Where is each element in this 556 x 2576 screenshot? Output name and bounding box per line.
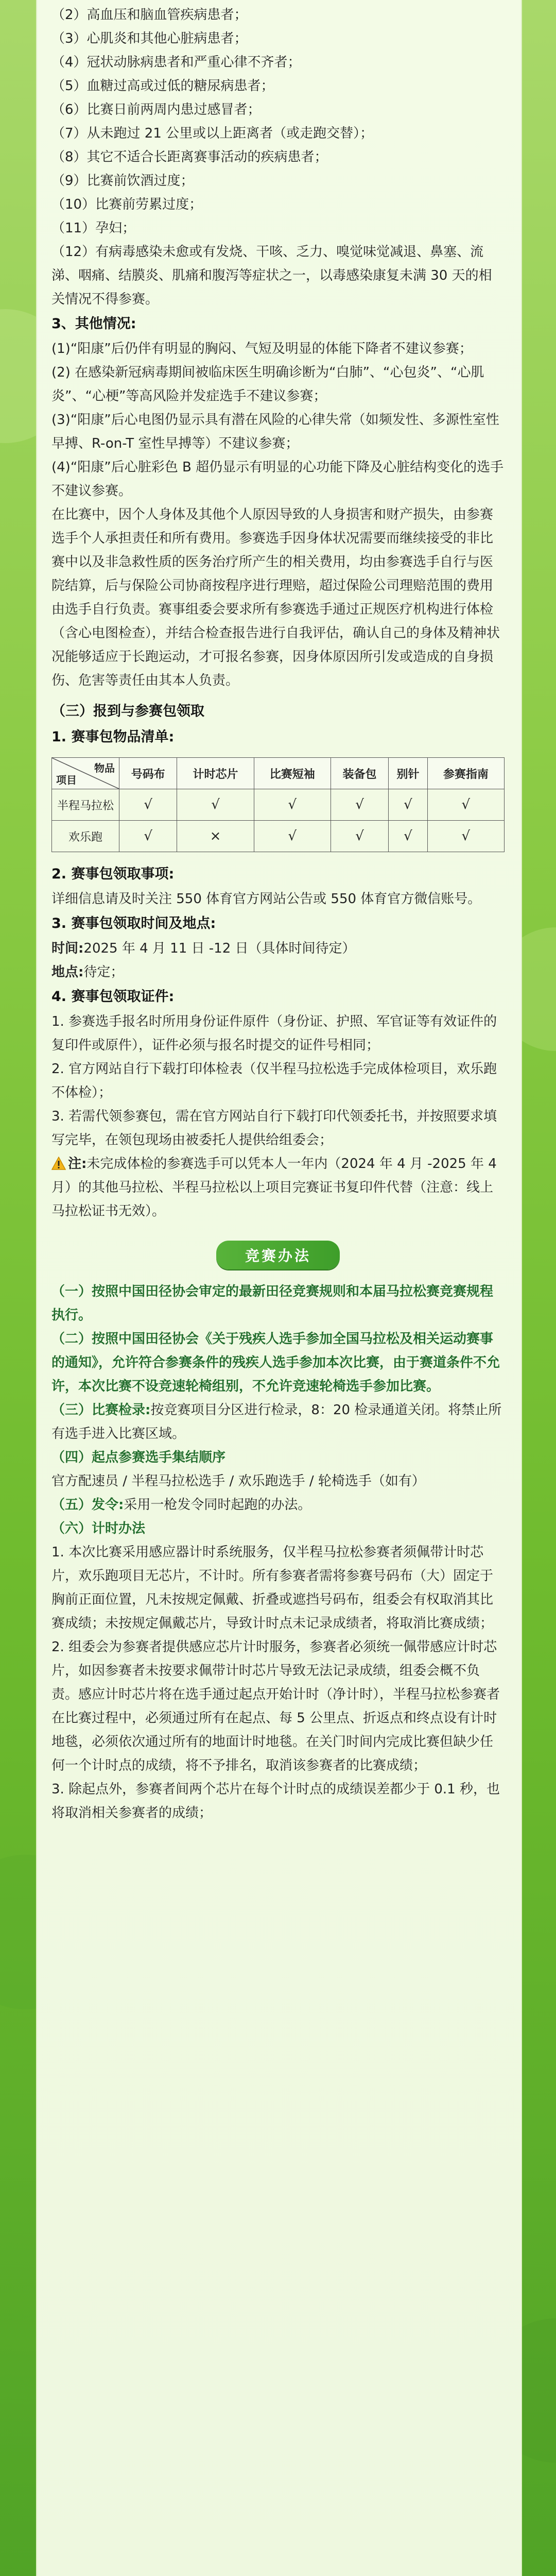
table-header: 计时芯片 (177, 758, 254, 789)
warning-icon (51, 1154, 66, 1167)
table-header: 装备包 (331, 758, 388, 789)
warning-label: 注: (68, 1156, 87, 1172)
rule-3 (51, 1398, 505, 1446)
rule-6-title: （六）计时办法 (51, 1521, 146, 1536)
section-banner (51, 1241, 505, 1269)
table-cell: √ (254, 789, 331, 821)
rule-2: （二）按照中国田径协会《关于残疾人选手参加全国马拉松及相关运动赛事的通知》，允许符合参赛条件的残疾人选手参加本次比赛，由于赛道条件不允许，本次比赛不设竞速轮椅组别，不允许竞速轮椅选手参加比赛。 (51, 1331, 500, 1394)
table-cell: √ (119, 821, 177, 852)
list-item: （9）比赛前饮酒过度； (51, 173, 194, 189)
table-cell: √ (119, 789, 177, 821)
table-cell: √ (389, 789, 427, 821)
kit-notice-title: 2. 赛事包领取事项: (51, 866, 175, 882)
rule-3-label: （三）比赛检录: (51, 1402, 151, 1418)
list-item: 1. 参赛选手报名时所用身份证件原件（身份证、护照、军官证等有效证件的复印件或原件），证件必须与报名时提交的证件号相同； (51, 1014, 497, 1053)
list-item: (4)“阳康”后心脏彩色 B 超仍显示有明显的心功能下降及心脏结构变化的选手不建议参赛。 (51, 460, 504, 499)
row-name: 半程马拉松 (52, 789, 119, 821)
place-value: 待定； (83, 964, 124, 980)
list-item: （11）孕妇； (51, 221, 136, 236)
rule-4-text: 官方配速员 / 半程马拉松选手 / 欢乐跑选手 / 轮椅选手（如有） (51, 1473, 425, 1489)
rule-5 (51, 1493, 505, 1517)
health-list (51, 3, 505, 311)
kit-time-title: 3. 赛事包领取时间及地点: (51, 916, 216, 931)
list-item: (2) 在感染新冠病毒期间被临床医生明确诊断为“白肺”、“心包炎”、“心肌炎”、“心梗”等高风险并发症选手不建议参赛； (51, 365, 484, 404)
table-row (52, 789, 505, 821)
list-item: （8）其它不适合长距离赛事活动的疾病患者； (51, 149, 328, 165)
warning-note (51, 1152, 505, 1223)
kit-items-table (51, 757, 505, 852)
list-item: （12）有病毒感染未愈或有发烧、干咳、乏力、嗅觉味觉减退、鼻塞、流涕、咽痛、结膜炎、肌痛和腹泻等症状之一，以毒感染康复未满 30 天的相关情况不得参赛。 (51, 244, 492, 307)
table-cell: √ (427, 789, 504, 821)
table-header: 比赛短袖 (254, 758, 331, 789)
table-cell: √ (427, 821, 504, 852)
table-header: 号码布 (119, 758, 177, 789)
list-item: （6）比赛日前两周内患过感冒者； (51, 102, 261, 117)
kit-place-line (51, 960, 505, 984)
kit-list-title: 1. 赛事包物品清单: (51, 729, 175, 745)
table-cell: √ (331, 821, 388, 852)
table-cell: √ (389, 821, 427, 852)
time-value: 2025 年 4 月 11 日 -12 日（具体时间待定） (83, 941, 356, 956)
list-item: 3. 若需代领参赛包，需在官方网站自行下载打印代领委托书，并按照要求填写完毕，在领包现场由被委托人提供给组委会； (51, 1109, 497, 1148)
table-cell: × (177, 821, 254, 852)
table-cell: √ (331, 789, 388, 821)
kit-docs-title: 4. 赛事包领取证件: (51, 989, 175, 1005)
rule-4-title: （四）起点参赛选手集结顺序 (51, 1450, 226, 1465)
section-heading-other: 3、其他情况: (51, 316, 136, 332)
section-title-kit: （三）报到与参赛包领取 (51, 703, 204, 719)
place-label: 地点: (51, 964, 84, 980)
list-item: (1)“阳康”后仍伴有明显的胸闷、气短及明显的体能下降者不建议参赛； (51, 341, 473, 357)
banner-label: 竞赛办法 (216, 1241, 340, 1269)
table-header: 参赛指南 (427, 758, 504, 789)
rule-1: （一）按照中国田径协会审定的最新田径竞赛规则和本届马拉松赛竞赛规程执行。 (51, 1284, 494, 1323)
table-cell: √ (177, 789, 254, 821)
row-name: 欢乐跑 (52, 821, 119, 852)
table-row (52, 821, 505, 852)
table-cell: √ (254, 821, 331, 852)
rule-5-label: （五）发令: (51, 1497, 124, 1513)
table-header: 别针 (389, 758, 427, 789)
list-item: 2. 组委会为参赛者提供感应芯片计时服务，参赛者必须统一佩带感应计时芯片，如因参赛者未按要求佩带计时芯片导致无法记录成绩，组委会概不负责。感应计时芯片将在选手通过起点开始计时（净计时），半程马拉松参赛者在比赛过程中，必须通过所有在起点、每 5 公里点、折返点和终点设有计时地毯，必须依次通过所有的地面计时地毯。在关门时间内完成比赛但缺少任何一个计时点的成绩，将不予排名，取消该参赛者的比赛成绩； (51, 1639, 500, 1773)
list-item: （5）血糖过高或过低的糖尿病患者； (51, 78, 274, 94)
disclaimer-paragraph: 在比赛中，因个人身体及其他个人原因导致的人身损害和财产损失，由参赛选手个人承担责任和所有费用。参赛选手因身体状况需要而继续接受的非比赛中以及非急救性质的医务治疗所产生的相关费用，均由参赛选手自行与医院结算，后与保险公司协商按程序进行理赔，超过保险公司理赔范围的费用由选手自行负责。赛事组委会要求所有参赛选手通过正规医疗机构进行体检（含心电图检查），并结合检查报告进行自我评估，确认自己的身体及精神状况能够适应于长跑运动，才可报名参赛，因身体原因所引发或造成的自身损伤、危害等责任由其本人负责。 (51, 507, 500, 688)
kit-time-line (51, 937, 505, 960)
rule-3-text: 按竞赛项目分区进行检录，8：20 检录通道关闭。将禁止所有选手进入比赛区域。 (51, 1402, 502, 1442)
time-label: 时间: (51, 941, 84, 956)
list-item: （4）冠状动脉病患者和严重心律不齐者； (51, 55, 301, 70)
list-item: 2. 官方网站自行下载打印体检表（仅半程马拉松选手完成体检项目，欢乐跑不体检）； (51, 1061, 497, 1100)
kit-notice-text: 详细信息请及时关注 550 体育官方网站公告或 550 体育官方微信账号。 (51, 891, 481, 907)
list-item: 1. 本次比赛采用感应器计时系统服务，仅半程马拉松参赛者须佩带计时芯片，欢乐跑项目无芯片，不计时。所有参赛者需将参赛号码布（大）固定于胸前正面位置，凡未按规定佩戴、折叠或遮挡号码布，组委会有权取消其比赛成绩；未按规定佩戴芯片，导致计时点未记录成绩者，将取消比赛成绩； (51, 1545, 494, 1631)
list-item: （2）高血压和脑血管疾病患者； (51, 7, 248, 23)
list-item: （7）从未跑过 21 公里或以上距离者（或走跑交替）； (51, 126, 374, 141)
warning-text: 未完成体检的参赛选手可以凭本人一年内（2024 年 4 月 -2025 年 4 月）的其他马拉松、半程马拉松以上项目完赛证书复印件代替（注意：线上马拉松证书无效）。 (51, 1156, 497, 1219)
list-item: 3. 除起点外，参赛者间两个芯片在每个计时点的成绩误差都少于 0.1 秒，也将取消相关参赛者的成绩； (51, 1782, 500, 1821)
list-item: (3)“阳康”后心电图仍显示具有潜在风险的心律失常（如频发性、多源性室性早搏、R-on-T 室性早搏等）不建议参赛； (51, 412, 499, 451)
corner-bottom-label: 项目 (56, 774, 77, 786)
article-body (51, 0, 505, 1825)
corner-top-label: 物品 (94, 762, 115, 774)
list-item: （10）比赛前劳累过度； (51, 197, 203, 212)
list-item: （3）心肌炎和其他心脏病患者； (51, 31, 248, 46)
rule-5-text: 采用一枪发令同时起跑的办法。 (124, 1497, 311, 1513)
table-corner-header (52, 758, 119, 789)
